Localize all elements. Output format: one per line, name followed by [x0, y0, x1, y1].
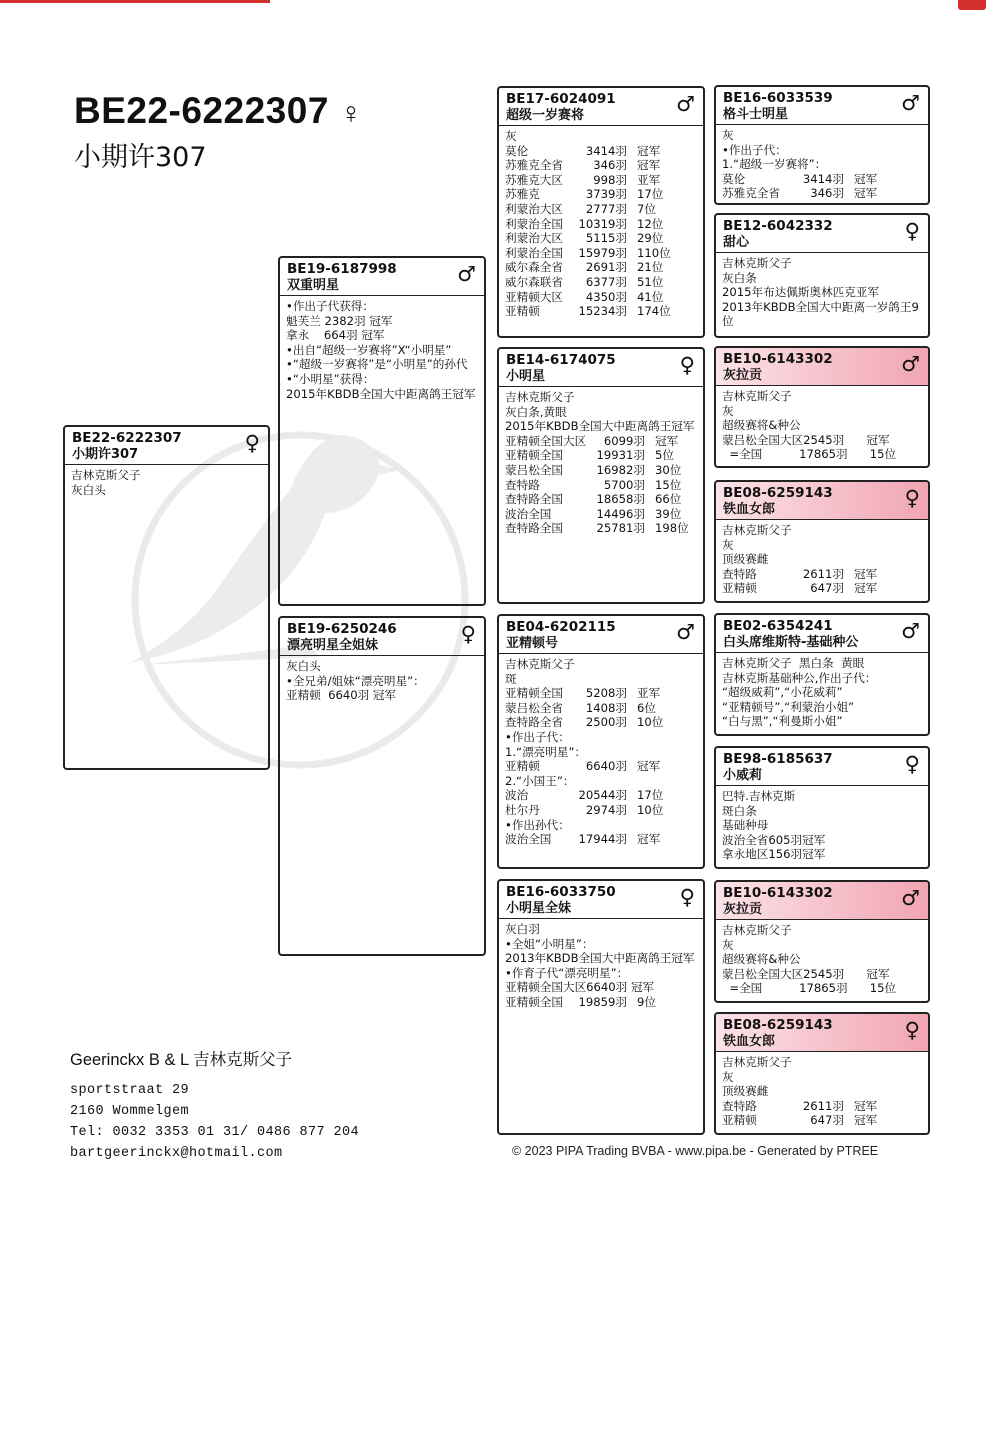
card-cell: 3414羽: [585, 143, 627, 158]
card-body: [499, 919, 703, 1012]
card-line: [505, 304, 698, 319]
card-line: •作出子代：: [722, 142, 787, 157]
card-cell: 利蒙治大区: [505, 231, 563, 246]
card-line: “超级威莉”,“小花威莉”: [722, 685, 843, 700]
card-cell: 苏雅克全省: [722, 186, 780, 201]
ring-number: BE10-6143302: [723, 885, 833, 901]
card-line: •全姐“小明星”：: [505, 936, 594, 951]
card-cell: 25781羽: [596, 521, 645, 536]
top-accent-bar: [0, 0, 270, 3]
card-line: 吉林克斯父子: [722, 523, 792, 537]
card-line: 灰: [722, 537, 734, 552]
card-line: [722, 172, 923, 187]
bird-name: 白头席维斯特-基础种公: [723, 635, 859, 650]
card-cell: 2500羽: [585, 715, 627, 730]
card-line: 1.“超级一岁赛将”：: [722, 157, 827, 172]
card-cell: 10位: [637, 802, 664, 817]
card-cell: 冠军: [854, 1113, 878, 1128]
card-line: 顶级赛雌: [722, 1084, 769, 1099]
card-cell: 蒙吕松全国: [505, 462, 563, 477]
card-line: [505, 507, 698, 522]
card-line: •作出子代获得：: [286, 299, 374, 313]
card-cell: 2777羽: [585, 201, 627, 216]
card-line: “亚精顿号”,“利蒙治小姐”: [722, 699, 855, 714]
card-line: [505, 158, 698, 173]
card-line: 2015年KBDB全国大中距离鸽王冠军: [286, 386, 476, 401]
card-line: [505, 521, 698, 536]
card-body: [280, 656, 484, 705]
card-line: 蒙吕松全国大区2545羽 冠军: [722, 966, 890, 981]
card-line: 2015年KBDB全国大中距离鸽王冠军: [505, 419, 695, 434]
card-line: [505, 275, 698, 290]
card-cell: 波治: [505, 788, 529, 803]
card-line: 超级赛将&种公: [722, 418, 801, 433]
card-cell: 647羽: [810, 581, 844, 596]
card-line: [505, 187, 698, 202]
male-sex-icon: ♂: [676, 620, 695, 644]
card-cell: 查特路全国: [505, 521, 563, 536]
card-line: 2.“小国王”：: [505, 773, 575, 788]
card-cell: 198位: [655, 521, 689, 536]
card-cell: 39位: [655, 506, 682, 521]
ring-number: BE12-6042332: [723, 218, 833, 234]
card-line: 斑白条: [722, 803, 757, 818]
card-cell: 2611羽: [802, 566, 844, 581]
ring-number: BE08-6259143: [723, 485, 833, 501]
card-cell: 冠军: [854, 581, 878, 596]
card-cell: 冠军: [854, 186, 878, 201]
pedigree-card-maternal-grandfather[interactable]: [497, 614, 705, 869]
card-line: [505, 701, 698, 716]
card-line: [505, 448, 698, 463]
card-line: [505, 217, 698, 232]
male-sex-icon: ♂: [901, 91, 920, 115]
ring-number: BE16-6033539: [723, 90, 833, 106]
card-body: [716, 653, 928, 731]
card-cell: 冠军: [637, 832, 661, 847]
card-cell: 冠军: [854, 566, 878, 581]
card-cell: 2691羽: [585, 260, 627, 275]
card-cell: 冠军: [854, 1098, 878, 1113]
card-line: [505, 173, 698, 188]
card-cell: 12位: [637, 216, 664, 231]
card-line: 灰: [722, 1069, 734, 1084]
card-line: 灰: [505, 129, 517, 143]
pedigree-card-ggf-2[interactable]: [714, 346, 930, 468]
breeder-city: 2160 Wommelgem: [70, 1104, 190, 1119]
card-cell: 威尔森全省: [505, 260, 563, 275]
female-sex-icon: ♀: [904, 752, 920, 776]
bird-name: 小期许307: [72, 447, 139, 462]
card-cell: 21位: [637, 260, 664, 275]
card-line: •作出孙代：: [505, 817, 570, 832]
female-sex-icon: ♀: [904, 486, 920, 510]
card-line: [505, 463, 698, 478]
pedigree-card-paternal-grandfather[interactable]: [497, 86, 705, 338]
female-sex-icon: ♀: [904, 1018, 920, 1042]
male-sex-icon: ♂: [676, 92, 695, 116]
card-cell: 19931羽: [596, 448, 645, 463]
card-cell: 苏雅克: [505, 187, 540, 202]
pedigree-card-maternal-grandmother[interactable]: [497, 879, 705, 1135]
card-cell: 2611羽: [802, 1098, 844, 1113]
pedigree-card-ggm-1[interactable]: [714, 213, 930, 338]
card-body: [716, 125, 928, 203]
card-line: •作出子代：: [505, 729, 570, 744]
bird-name: 灰拉贡: [723, 902, 763, 917]
card-line: 灰白头: [71, 482, 106, 497]
card-cell: 10319羽: [578, 216, 627, 231]
card-cell: 1408羽: [585, 700, 627, 715]
card-body: [716, 920, 928, 998]
male-sex-icon: ♂: [901, 352, 920, 376]
card-cell: 亚军: [637, 172, 661, 187]
card-cell: 110位: [637, 245, 671, 260]
card-body: [280, 296, 484, 403]
card-body: [716, 253, 928, 331]
card-cell: 41位: [637, 289, 664, 304]
card-cell: 亚精顿全国: [505, 686, 563, 701]
card-line: [505, 246, 698, 261]
card-cell: 17位: [637, 187, 664, 202]
card-cell: 波治全国: [505, 832, 552, 847]
card-line: 吉林克斯父子: [505, 390, 575, 404]
card-cell: 5208羽: [585, 686, 627, 701]
bird-name: 双重明星: [287, 278, 340, 293]
ring-number: BE08-6259143: [723, 1017, 833, 1033]
title-ring-number: BE22-6222307: [74, 90, 329, 131]
card-cell: 苏雅克全省: [505, 158, 563, 173]
pedigree-card-subject[interactable]: [63, 425, 270, 770]
card-line: 亚精顿 6640羽 冠军: [286, 688, 397, 703]
card-line: [505, 144, 698, 159]
card-line: 拿永地区156羽冠军: [722, 847, 826, 862]
card-cell: 3739羽: [585, 187, 627, 202]
card-cell: 亚精顿全国: [505, 994, 563, 1009]
card-cell: 346羽: [593, 158, 627, 173]
card-cell: 29位: [637, 231, 664, 246]
card-line: 魁芙兰 2382羽 冠军: [286, 313, 393, 328]
bird-name: 小明星全妹: [506, 901, 572, 916]
card-line: [505, 290, 698, 305]
card-body: [716, 786, 928, 864]
card-cell: 亚精顿全国: [505, 448, 563, 463]
card-cell: 亚精顿: [722, 581, 757, 596]
card-line: 吉林克斯父子: [505, 657, 575, 671]
card-body: [65, 465, 268, 499]
card-cell: 莫伦: [722, 171, 746, 186]
card-line: 拿永 664羽 冠军: [286, 328, 385, 343]
card-line: 吉林克斯父子: [722, 1055, 792, 1069]
female-sex-icon: ♀: [460, 622, 476, 646]
card-cell: 20544羽: [578, 788, 627, 803]
card-cell: 18658羽: [596, 492, 645, 507]
female-sex-icon: ♀: [244, 431, 260, 455]
pedigree-card-father[interactable]: [278, 256, 486, 606]
card-line: •“超级一岁赛将”是“小明星”的孙代: [286, 357, 468, 372]
card-cell: 15979羽: [578, 245, 627, 260]
card-cell: 14496羽: [596, 506, 645, 521]
card-cell: 查特路全省: [505, 715, 563, 730]
card-line: [505, 788, 698, 803]
ring-number: BE17-6024091: [506, 91, 616, 107]
card-cell: 查特路: [722, 1098, 757, 1113]
card-body: [716, 520, 928, 598]
card-cell: 冠军: [637, 759, 661, 774]
card-cell: 16982羽: [596, 462, 645, 477]
card-cell: 亚精顿: [505, 759, 540, 774]
card-line: =全国 17865羽 15位: [722, 447, 897, 462]
card-line: [722, 581, 923, 596]
card-line: [505, 260, 698, 275]
card-cell: 6640羽: [585, 759, 627, 774]
card-cell: 波治全国: [505, 506, 552, 521]
breeder-name: Geerinckx B & L 吉林克斯父子: [70, 1051, 293, 1069]
card-line: 蒙吕松全国大区2545羽 冠军: [722, 432, 890, 447]
card-line: [505, 759, 698, 774]
card-cell: 66位: [655, 492, 682, 507]
card-line: 灰白头: [286, 659, 321, 673]
card-cell: 蒙吕松全省: [505, 700, 563, 715]
card-line: 吉林克斯基础种公,作出子代：: [722, 670, 877, 685]
card-line: [505, 492, 698, 507]
ring-number: BE22-6222307: [72, 430, 182, 446]
ring-number: BE14-6174075: [506, 352, 616, 368]
card-cell: 亚精顿: [722, 1113, 757, 1128]
ring-number: BE19-6250246: [287, 621, 397, 637]
card-body: [499, 126, 703, 321]
ring-number: BE98-6185637: [723, 751, 833, 767]
bird-name: 灰拉贡: [723, 368, 763, 383]
card-line: =全国 17865羽 15位: [722, 981, 897, 996]
card-cell: 647羽: [810, 1113, 844, 1128]
card-line: 位: [722, 314, 734, 329]
male-sex-icon: ♂: [901, 886, 920, 910]
card-line: [722, 567, 923, 582]
card-body: [499, 387, 703, 538]
card-line: [722, 1099, 923, 1114]
card-cell: 19859羽: [578, 994, 627, 1009]
pedigree-card-ggf-3[interactable]: [714, 613, 930, 736]
breeder-email: bartgeerinckx@hotmail.com: [70, 1146, 283, 1161]
card-cell: 3414羽: [802, 171, 844, 186]
card-cell: 莫伦: [505, 143, 529, 158]
pedigree-card-ggm-4[interactable]: [714, 1012, 930, 1135]
card-cell: 15234羽: [578, 304, 627, 319]
card-line: 2013年KBDB全国大中距离鸽王冠军: [505, 951, 695, 966]
card-line: 吉林克斯父子: [722, 389, 792, 403]
pedigree-card-mother[interactable]: [278, 616, 486, 956]
male-sex-icon: ♂: [901, 619, 920, 643]
card-cell: 17位: [637, 788, 664, 803]
card-cell: 查特路: [505, 477, 540, 492]
card-cell: 2974羽: [585, 802, 627, 817]
card-line: 亚精顿全国大区6640羽 冠军: [505, 980, 655, 995]
breeder-street: sportstraat 29: [70, 1083, 190, 1098]
pedigree-title: [74, 90, 363, 132]
card-line: •作育子代“漂亮明星”：: [505, 965, 629, 980]
bird-name: 铁血女郎: [723, 1034, 776, 1049]
card-line: 吉林克斯父子: [71, 468, 141, 482]
card-cell: 6099羽: [603, 433, 645, 448]
card-body: [716, 386, 928, 464]
card-line: 斑: [505, 671, 517, 686]
card-line: 顶级赛雌: [722, 552, 769, 567]
card-line: [505, 478, 698, 493]
pedigree-card-ggm-3[interactable]: [714, 746, 930, 869]
card-cell: 冠军: [655, 433, 679, 448]
card-line: [722, 1113, 923, 1128]
card-line: •“小明星”获得：: [286, 371, 375, 386]
card-line: 巴特.吉林克斯: [722, 789, 796, 803]
card-cell: 查特路: [722, 566, 757, 581]
card-cell: 杜尔丹: [505, 802, 540, 817]
card-cell: 51位: [637, 274, 664, 289]
card-line: [505, 715, 698, 730]
card-cell: 利蒙治大区: [505, 201, 563, 216]
bird-name: 小明星: [506, 369, 546, 384]
card-line: •全兄弟/姐妹“漂亮明星”：: [286, 673, 425, 688]
card-cell: 6位: [637, 700, 656, 715]
card-line: 波治全省605羽冠军: [722, 832, 826, 847]
ring-number: BE16-6033750: [506, 884, 616, 900]
female-sex-icon: ♀: [904, 219, 920, 243]
ring-number: BE02-6354241: [723, 618, 833, 634]
card-line: [722, 186, 923, 201]
card-cell: 9位: [637, 994, 656, 1009]
card-cell: 利蒙治全国: [505, 245, 563, 260]
card-cell: 冠军: [637, 143, 661, 158]
card-cell: 苏雅克大区: [505, 172, 563, 187]
card-cell: 15位: [655, 477, 682, 492]
female-sex-icon: ♀: [679, 353, 695, 377]
card-line: [505, 686, 698, 701]
card-cell: 5位: [655, 448, 674, 463]
card-cell: 威尔森联省: [505, 274, 563, 289]
card-line: 基础种母: [722, 818, 769, 833]
corner-tab: [958, 0, 986, 10]
card-body: [499, 654, 703, 849]
card-line: 吉林克斯父子 黑白条 黄眼: [722, 656, 865, 670]
card-cell: 7位: [637, 201, 656, 216]
card-line: [505, 832, 698, 847]
card-cell: 利蒙治全国: [505, 216, 563, 231]
card-cell: 4350羽: [585, 289, 627, 304]
breeder-info: [70, 1046, 359, 1164]
card-line: “白与黑”,“利曼斯小姐”: [722, 714, 843, 729]
card-line: 吉林克斯父子: [722, 256, 792, 270]
card-cell: 亚精顿全国大区: [505, 433, 587, 448]
card-body: [716, 1052, 928, 1130]
bird-name: 小威莉: [723, 768, 763, 783]
pedigree-card-ggf-4[interactable]: [714, 880, 930, 1003]
pedigree-card-paternal-grandmother[interactable]: [497, 347, 705, 604]
card-line: 吉林克斯父子: [722, 923, 792, 937]
card-cell: 346羽: [810, 186, 844, 201]
card-cell: 5700羽: [603, 477, 645, 492]
card-line: [505, 434, 698, 449]
card-cell: 5115羽: [585, 231, 627, 246]
card-cell: 亚军: [637, 686, 661, 701]
bird-name: 甜心: [723, 235, 750, 250]
card-line: [505, 803, 698, 818]
breeder-phone: Tel: 0032 3353 01 31/ 0486 877 204: [70, 1125, 360, 1140]
pedigree-card-ggm-2[interactable]: [714, 480, 930, 603]
card-line: 2015年布达佩斯奥林匹克亚军: [722, 285, 880, 300]
ring-number: BE04-6202115: [506, 619, 616, 635]
bird-name: 格斗士明星: [723, 107, 789, 122]
card-line: 灰: [722, 403, 734, 418]
card-line: 灰白条: [722, 270, 757, 285]
copyright-footer: © 2023 PIPA Trading BVBA - www.pipa.be - Generated by PTREE: [512, 1144, 879, 1158]
bird-name: 亚精顿号: [506, 636, 559, 651]
card-line: [505, 231, 698, 246]
card-line: 灰: [722, 937, 734, 952]
card-cell: 30位: [655, 462, 682, 477]
pedigree-card-ggf-1[interactable]: [714, 85, 930, 205]
card-cell: 冠军: [854, 171, 878, 186]
card-line: 灰: [722, 128, 734, 142]
card-line: [505, 202, 698, 217]
ring-number: BE19-6187998: [287, 261, 397, 277]
card-line: 灰白羽: [505, 922, 540, 936]
card-cell: 17944羽: [578, 832, 627, 847]
bird-name: 铁血女郎: [723, 502, 776, 517]
bird-name: 漂亮明星全姐妹: [287, 638, 379, 653]
male-sex-icon: ♂: [457, 262, 476, 286]
female-sex-icon: ♀: [679, 885, 695, 909]
card-cell: 亚精顿大区: [505, 289, 563, 304]
card-line: 1.“漂亮明星”：: [505, 744, 587, 759]
bird-name: 超级一岁赛将: [506, 108, 585, 123]
card-cell: 10位: [637, 715, 664, 730]
card-cell: 6377羽: [585, 274, 627, 289]
card-cell: 冠军: [637, 158, 661, 173]
card-line: •出自“超级一岁赛将”X“小明星”: [286, 342, 452, 357]
title-sex-icon: ♀: [339, 97, 363, 130]
card-line: 2013年KBDB全国大中距离一岁鸽王9: [722, 299, 919, 314]
card-cell: 查特路全国: [505, 492, 563, 507]
card-line: 灰白条,黄眼: [505, 404, 567, 419]
card-cell: 174位: [637, 304, 671, 319]
ring-number: BE10-6143302: [723, 351, 833, 367]
card-line: 超级赛将&种公: [722, 952, 801, 967]
card-cell: 998羽: [593, 172, 627, 187]
card-line: [505, 995, 698, 1010]
pedigree-subtitle: 小期许307: [74, 142, 207, 173]
card-cell: 亚精顿: [505, 304, 540, 319]
